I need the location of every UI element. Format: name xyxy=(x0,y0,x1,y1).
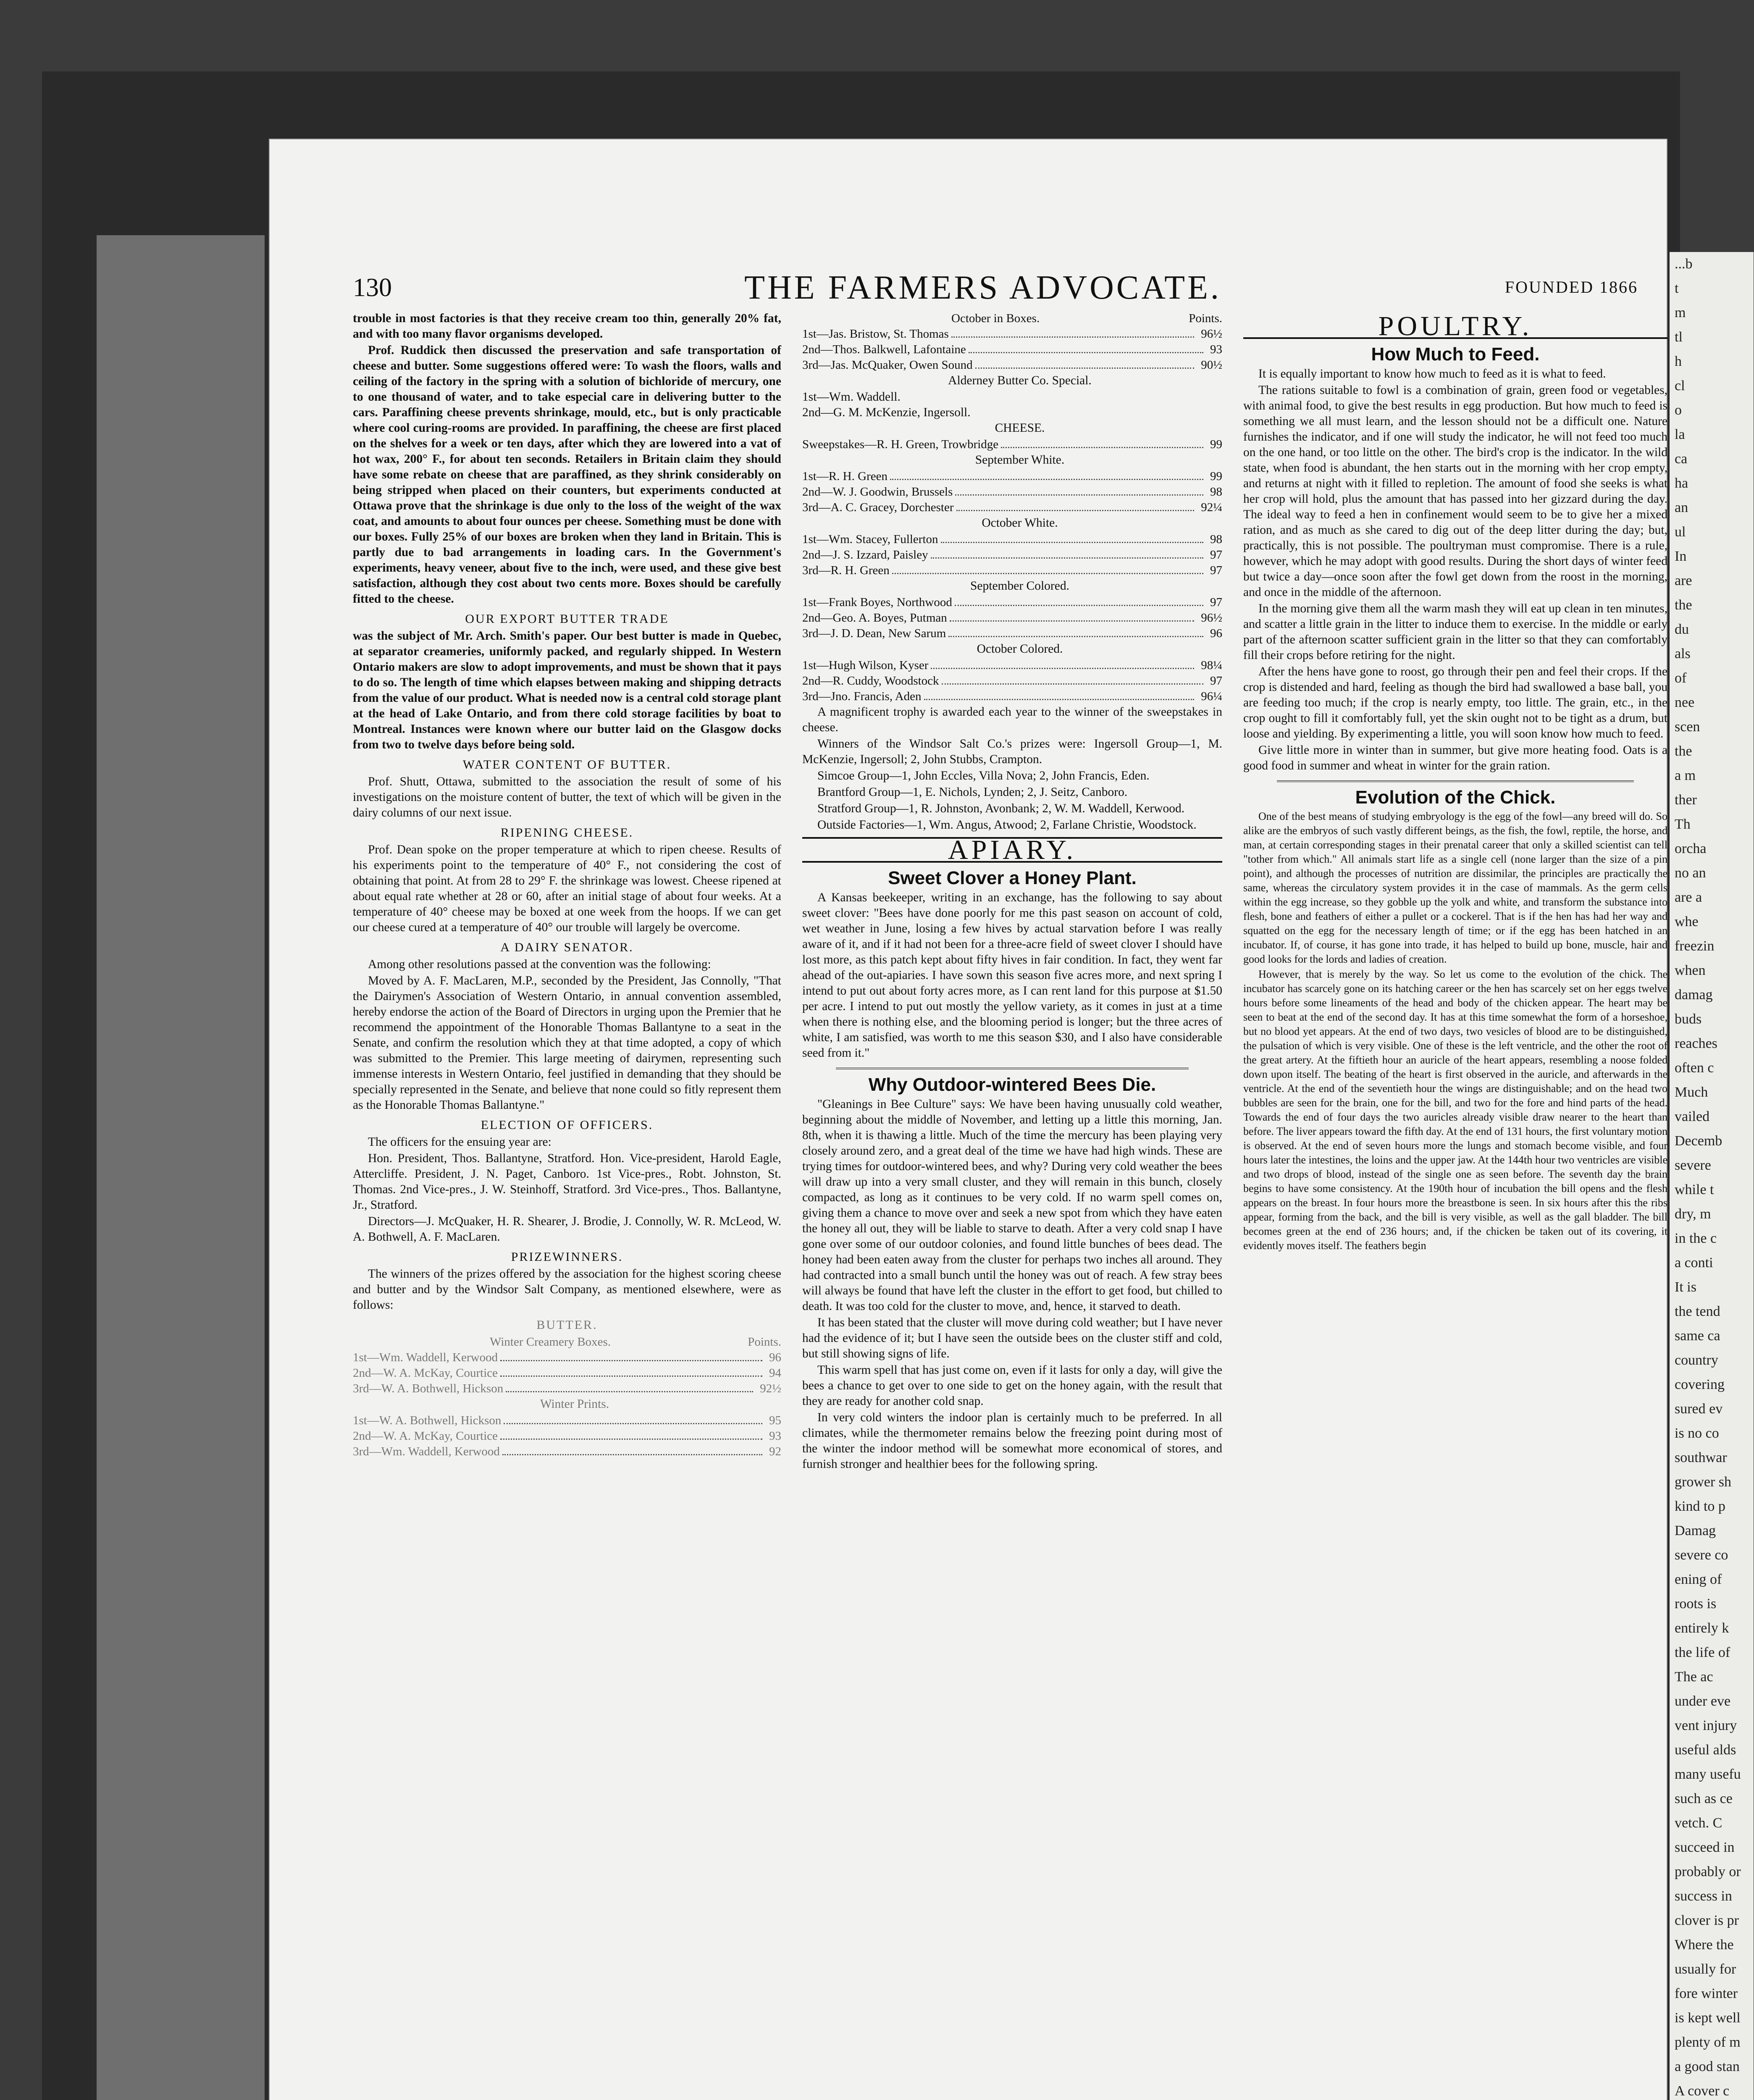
fragment-line: damag xyxy=(1675,987,1713,1003)
prize-points: 96½ xyxy=(1201,611,1222,625)
leader-dots xyxy=(931,547,1203,559)
fragment-line: cl xyxy=(1675,378,1685,394)
prize-winner: 2nd—W. A. McKay, Courtice xyxy=(353,1429,498,1443)
sweepstakes-row xyxy=(802,437,1222,452)
ruddick-paragraph: Prof. Ruddick then discussed the preservation and safe transportation of cheese and butter. Some suggestions offered were: To wash the floors, walls and ceiling of the factory in the spring with a solution of bichloride of mercury, one to one thousand of water, and to take especial care in delivering butter to the cars. Paraffining cheese prevents shrinkage, mould, etc., but is only practicable where cool curing-rooms are provided. In paraffining, the cheese are first placed on the shelves for a week or ten days, after which they are lowered into a vat of hot wax, 200° F., for about ten seconds. Retailers in Britain claim they should have some rebate on cheese that are paraffined, as they shrink considerably on being stripped when placed on their counters, but experiments conducted at Ottawa prove that the shrinkage is due only to the loss of the weight of the wax coat, and amounts to about four ounces per cheese. Something must be done with our boxes. Fully 25% of our boxes are broken when they land in Britain. This is partly due to bad arrangements in loading cars. In the Government's experiments, heavy veneer, about five to the inch, were used, and these give best satisfaction, although they cost about two cents more. Boxes should be carefully fitted to the cheese. xyxy=(353,344,781,606)
ripening-heading: RIPENING CHEESE. xyxy=(500,826,634,840)
election-directors: Directors—J. McQuaker, H. R. Shearer, J. Brodie, J. Connolly, W. R. McLeod, W. A. Bothwell, A. F. MacLaren. xyxy=(353,1215,781,1244)
poultry-section-title: POULTRY. xyxy=(1243,315,1667,339)
prize-points: 92½ xyxy=(760,1382,781,1395)
prize-winner: 1st—Jas. Bristow, St. Thomas xyxy=(802,327,949,341)
founded-line: FOUNDED 1866 xyxy=(1505,278,1638,297)
prize-row xyxy=(353,1428,781,1444)
prize-row xyxy=(353,1381,781,1396)
prize-winner: 3rd—R. H. Green xyxy=(802,564,890,577)
fragment-line: are a xyxy=(1675,890,1702,905)
column-poultry xyxy=(1243,311,1667,1254)
fragment-line: a good stan xyxy=(1675,2059,1740,2074)
fragment-line: while t xyxy=(1675,1182,1714,1197)
list-item: 1st—Wm. Waddell. xyxy=(802,390,901,404)
page-header xyxy=(353,265,1638,311)
fragment-line: ther xyxy=(1675,792,1697,808)
prize-row xyxy=(802,469,1222,484)
fragment-line: vent injury xyxy=(1675,1718,1737,1733)
water-content-paragraph: Prof. Shutt, Ottawa, submitted to the association the result of some of his investigations on the moisture content of butter, the text of which will be given in the dairy columns of our next issue. xyxy=(353,775,781,819)
apiary-section-title: APIARY. xyxy=(802,837,1222,863)
prize-winner: 3rd—W. A. Bothwell, Hickson xyxy=(353,1382,504,1395)
binding-gutter xyxy=(97,235,265,2100)
sept-white-list xyxy=(802,469,1222,515)
fragment-line: freezin xyxy=(1675,938,1715,954)
feed-paragraph-1: It is equally important to know how much to feed as it is what to feed. xyxy=(1258,367,1606,381)
fragment-line: often c xyxy=(1675,1060,1714,1076)
alderney-list xyxy=(802,389,1222,420)
fragment-line: Decemb xyxy=(1675,1133,1722,1149)
sweepstakes-name: Sweepstakes—R. H. Green, Trowbridge xyxy=(802,438,999,451)
prize-row xyxy=(353,1350,781,1365)
fragment-line: southwar xyxy=(1675,1450,1727,1465)
leader-dots xyxy=(951,326,1194,338)
prize-points: 99 xyxy=(1210,470,1222,483)
fragment-line: probably or xyxy=(1675,1864,1741,1880)
prize-points: 96¼ xyxy=(1201,690,1222,703)
fragment-line: It is xyxy=(1675,1279,1696,1295)
fragment-line: severe xyxy=(1675,1158,1711,1173)
fragment-line: the tend xyxy=(1675,1304,1720,1319)
list-item: 2nd—G. M. McKenzie, Ingersoll. xyxy=(802,406,971,419)
fragment-line: sured ev xyxy=(1675,1401,1723,1417)
fragment-line: h xyxy=(1675,354,1682,369)
prize-row xyxy=(353,1365,781,1381)
prize-winner: 1st—Frank Boyes, Northwood xyxy=(802,596,952,609)
leader-dots xyxy=(506,1381,753,1392)
fragment-line: is kept well xyxy=(1675,2010,1741,2026)
feed-paragraph-5: Give little more in winter than in summer, but give more heating food. Oats is a good food in summer and wheat in winter for the grain ration. xyxy=(1243,743,1667,772)
leader-dots xyxy=(890,469,1203,480)
feed-article-title: How Much to Feed. xyxy=(1371,344,1540,365)
prize-points: 93 xyxy=(769,1429,781,1443)
fragment-line: Damag xyxy=(1675,1523,1716,1538)
prize-row xyxy=(802,595,1222,610)
sept-white-title: September White. xyxy=(975,453,1065,467)
fragment-line: Where the xyxy=(1675,1937,1734,1953)
leader-dots xyxy=(1001,437,1203,448)
fragment-line: the life of xyxy=(1675,1645,1730,1660)
leader-dots xyxy=(924,689,1195,700)
fragment-line: whe xyxy=(1675,914,1699,929)
prize-row xyxy=(802,547,1222,563)
leader-dots xyxy=(500,1350,762,1361)
fragment-line: o xyxy=(1675,402,1682,418)
prizewinners-intro: The winners of the prizes offered by the association for the highest scoring cheese and butter and by the Windsor Salt Company, as mentioned elsewhere, were as follows: xyxy=(353,1267,781,1312)
prize-points: 92¼ xyxy=(1201,501,1222,514)
election-intro: The officers for the ensuing year are: xyxy=(368,1135,551,1149)
prize-points: 98¼ xyxy=(1201,659,1222,672)
leader-dots xyxy=(948,626,1203,637)
october-boxes-header xyxy=(802,311,1222,326)
fragment-line: vailed xyxy=(1675,1109,1710,1124)
simcoe-paragraph: Simcoe Group—1, John Eccles, Villa Nova; 2, John Francis, Eden. xyxy=(817,769,1150,782)
water-content-heading: WATER CONTENT OF BUTTER. xyxy=(462,758,672,772)
leader-dots xyxy=(941,532,1203,543)
fragment-line: du xyxy=(1675,622,1689,637)
feed-paragraph-3: In the morning give them all the warm mash they will eat up clean in ten minutes, and scatter a little grain in the litter to induce them to exercise. In the middle or early part of the afternoon scatter sufficient grain in the litter so that they can comfortably fill their crops before retiring for the night. xyxy=(1243,602,1667,662)
prize-winner: 1st—Wm. Stacey, Fullerton xyxy=(802,533,938,546)
prize-points: 98 xyxy=(1210,485,1222,499)
fragment-line: success in xyxy=(1675,1888,1732,1904)
article-divider xyxy=(836,1068,1189,1069)
fragment-line: country xyxy=(1675,1352,1718,1368)
fragment-line: succeed in xyxy=(1675,1840,1735,1855)
leader-dots xyxy=(969,342,1203,353)
chick-paragraph-2: However, that is merely by the way. So let us come to the evolution of the chick. The incubator has scarcely gone on its hatching career or the hen has scarcely set on her eggs twelve hours before some lineaments of the head and body of the chicken appear. The heart may be seen to beat at the end of the second day. It has at this time somewhat the form of a horseshoe, but no blood yet appears. At the end of two days, two vesicles of blood are to be distinguished, the pulsation of which is very visible. One of these is the left ventricle, and the other the root of the great artery. At the fiftieth hour an auricle of the heart appears, resembling a noose folded down upon itself. The beating of the heart is first observed in the auricle, and afterwards in the ventricle. At the end of the seventieth hour the wings are distinguishable; and on the head two bubbles are seen for the brain, one for the bill, and two for the fore and hind parts of the head. Towards the end of four days the two auricles already visible draw nearer to the heart than before. The liver appears toward the fifth day. At the end of 131 hours, the first voluntary motion is observed. At the end of seven hours more the lungs and stomach become visible, and four hours later the intestines, the loins and the upper jaw. At the 144th hour two ventricles are visible and two drops of blood, instead of the single one as seen before. The seventh day the brain begins to have some consistency. At the 190th hour of incubation the bill opens and the flesh appears on the breast. In four hours more the breastbone is seen. In six hours after this the ribs appear, forming from the back, and the bill is very visible, as well as the gall bladder. The bill becomes green at the end of 236 hours; and, if the chicken be taken out of its covering, it evidently moves itself. The feathers begin xyxy=(1243,968,1667,1252)
creamery-title: Winter Creamery Boxes. xyxy=(490,1335,611,1349)
prizewinners-heading: PRIZEWINNERS. xyxy=(511,1250,623,1264)
prize-points: 98 xyxy=(1210,533,1222,546)
fragment-line: is no co xyxy=(1675,1425,1719,1441)
election-heading: ELECTION OF OFFICERS. xyxy=(481,1118,654,1132)
leader-dots xyxy=(942,673,1203,685)
october-boxes-title: October in Boxes. xyxy=(951,312,1040,325)
prize-winner: 2nd—Geo. A. Boyes, Putman xyxy=(802,611,947,625)
prize-points: 97 xyxy=(1210,674,1222,688)
fragment-line: fore winter xyxy=(1675,1986,1738,2001)
fragment-line: tl xyxy=(1675,329,1683,345)
newspaper-page xyxy=(269,139,1667,2100)
oct-colored-list xyxy=(802,658,1222,704)
prize-points: 95 xyxy=(769,1414,781,1427)
leader-dots xyxy=(504,1413,762,1424)
fragment-line: A cover c xyxy=(1675,2083,1730,2099)
fragment-line: la xyxy=(1675,427,1685,442)
prize-row xyxy=(802,357,1222,373)
bees-text-1: "Gleanings in Bee Culture" says: We have been having unusually cold weather, beginning about the middle of November, and letting up a little this morning, Jan. 8th, when it is thawing a little. Much of the time the mercury has been playing very closely around zero, and a great deal of the time we have had high winds. These are trying times for outdoor-wintered bees, and why? During very cold weather the bees will draw up into a very small cluster, and they will remain in this bunch, closely compacted, as long as it continues to be very cold. If no warm spell comes on, giving them a chance to move over and seek a new spot from which they have eaten the honey all out, they will be liable to starve to death. After a very cold snap I have gone over some of our outdoor colonies, and found little bunches of bees dead. The honey had been eaten away from the cluster for perhaps two inches all around. They had contracted into a small bunch until the honey was out of reach. A few stray bees will always be found that have left the cluster in the effort to get food, but chilled to death. It was too cold for the cluster to move, and, hence, it starved to death. xyxy=(802,1097,1222,1313)
fragment-line: such as ce xyxy=(1675,1791,1733,1806)
ripening-paragraph: Prof. Dean spoke on the proper temperature at which to ripen cheese. Results of his experiments point to the temperature of 40° F., not considering the cost of obtaining that point. At from 28 to 29° F. the shrinkage was lowest. Cheese ripened at about equal rate whether at 28 or 60, after an initial stage of about four weeks. At a temperature of 40° cheese may be boxed at one week from the hoops. If we can get our cheese cured at a temperature of 40° our trouble will largely be overcome. xyxy=(353,843,781,934)
senator-resolution: Moved by A. F. MacLaren, M.P., seconded by the President, Jas Connolly, "That the Dairymen's Association of Western Ontario, in annual convention assembled, hereby endorse the action of the Board of Directors in urging upon the Premier that he recommend the appointment of the Honorable Thomas Ballantyne to a seat in the Senate, and confirm the resolution which they at that time adopted, a copy of which was submitted to the Premier. This large meeting of dairymen, representing such immense interests in Western Ontario, feel justified in demanding that they should be specially represented in the Senate, and believe that none could so fitly represent them as the Honorable Thomas Ballantyne." xyxy=(353,974,781,1112)
sept-colored-title: September Colored. xyxy=(970,579,1069,593)
leader-dots xyxy=(500,1428,762,1440)
outside-factories-paragraph: Outside Factories—1, Wm. Angus, Atwood; 2, Farlane Christie, Woodstock. xyxy=(817,818,1197,832)
prize-points: 97 xyxy=(1210,564,1222,577)
fragment-line: useful alds xyxy=(1675,1742,1736,1758)
fragment-line: same ca xyxy=(1675,1328,1720,1344)
points-label: Points. xyxy=(748,1335,781,1349)
prize-winner: 3rd—J. D. Dean, New Sarum xyxy=(802,627,946,640)
points-label: Points. xyxy=(1189,312,1222,325)
prize-row xyxy=(802,610,1222,626)
bees-text-3: This warm spell that has just come on, even if it lasts for only a day, will give the bees a chance to get over to one side to get on the honey again, with the result that they are ready for another cold snap. xyxy=(802,1363,1222,1408)
prize-winner: 3rd—Wm. Waddell, Kerwood xyxy=(353,1445,500,1458)
fragment-line: of xyxy=(1675,670,1687,686)
fragment-line: an xyxy=(1675,500,1688,515)
election-officers: Hon. President, Thos. Ballantyne, Stratford. Hon. Vice-president, Harold Eagle, Attercliffe. President, J. N. Paget, Canboro. 1st Vice-pres., Robt. Johnston, St. Thomas. 2nd Vice-pres., J. W. Steinhoff, Stratford. 3rd Vice-pres., Thos. Ballantyne, Jr., Stratford. xyxy=(353,1152,781,1212)
fragment-line: roots is xyxy=(1675,1596,1717,1612)
creamery-list xyxy=(353,1350,781,1396)
chick-paragraph-1: One of the best means of studying embryology is the egg of the fowl—any breed will do. So alike are the embryos of such vastly different beings, as the fish, the fowl, reptile, the horse, and man, at certain corresponding stages in their prenatal career that only a skilled scientist can tell "tother from which." All animals start life as a single cell (none larger than the size of a pin point), and although the processes of nutrition are dissimilar, the principles are practically the same, whereas the circulatory system provides it in the case of mammals. As the germ cells within the egg increase, so they gobble up the yolk and white, and transform the substance into flesh, bone and feathers of either a pullet or a cockerel. That is if the hen has had her way and squatted on the egg for the necessary length of time; or if the egg has been hatched in an incubator. If, of course, it has gone into trade, it has helped to build up bone, muscle, hair and good looks for the lords and ladies of creation. xyxy=(1243,810,1667,965)
prize-row xyxy=(353,1444,781,1460)
october-boxes-list xyxy=(802,326,1222,373)
leader-dots xyxy=(500,1365,762,1377)
prize-row xyxy=(802,500,1222,515)
fragment-line: reaches xyxy=(1675,1036,1717,1051)
adjacent-page-fragment xyxy=(1670,252,1754,2100)
prize-points: 90½ xyxy=(1201,358,1222,372)
fragment-line: the xyxy=(1675,743,1692,759)
stratford-paragraph: Stratford Group—1, R. Johnston, Avonbank; 2, W. M. Waddell, Kerwood. xyxy=(817,802,1185,815)
fragment-line: In xyxy=(1675,549,1687,564)
fragment-line: The ac xyxy=(1675,1669,1713,1685)
fragment-line: kind to p xyxy=(1675,1499,1725,1514)
leader-dots xyxy=(931,658,1194,669)
fragment-line: under eve xyxy=(1675,1693,1731,1709)
fragment-line: m xyxy=(1675,305,1686,320)
prize-winner: 2nd—W. A. McKay, Courtice xyxy=(353,1366,498,1380)
fragment-line: many usefu xyxy=(1675,1767,1741,1782)
butter-heading: BUTTER. xyxy=(536,1318,598,1332)
leader-dots xyxy=(955,484,1203,496)
export-butter-paragraph: was the subject of Mr. Arch. Smith's paper. Our best butter is made in Quebec, at separator creameries, uniformly packed, and regularly shipped. In Western Ontario makers are slow to adopt improvements, and must be shown that it pays to do so. The length of time which elapses between making and shipping detracts from the value of our product. What is needed now is a central cold storage plant at the head of Lake Ontario, and from there cold storage facilities by boat to Montreal. Instances were known where our butter laid on the Glasgow docks from two to twelve days before being sold. xyxy=(353,629,781,751)
prize-row xyxy=(802,658,1222,673)
fragment-line: Th xyxy=(1675,816,1691,832)
prize-row xyxy=(802,673,1222,689)
fragment-line: nee xyxy=(1675,695,1695,710)
fragment-line: orcha xyxy=(1675,841,1707,856)
cheese-heading: CHEESE. xyxy=(995,421,1045,435)
prize-winner: 2nd—Thos. Balkwell, Lafontaine xyxy=(802,343,966,356)
prize-points: 93 xyxy=(1210,343,1222,356)
fragment-line: in the c xyxy=(1675,1231,1717,1246)
fragment-line: clover is pr xyxy=(1675,1913,1739,1928)
prize-row xyxy=(802,626,1222,641)
fragment-line: scen xyxy=(1675,719,1700,735)
fragment-line: ha xyxy=(1675,475,1688,491)
fragment-line: usually for xyxy=(1675,1961,1736,1977)
column-dairy xyxy=(353,311,781,1460)
fragment-line: a m xyxy=(1675,768,1696,783)
sweepstakes-points: 99 xyxy=(1210,438,1222,451)
creamery-table-header xyxy=(353,1334,781,1350)
bees-article-title: Why Outdoor-wintered Bees Die. xyxy=(868,1074,1156,1095)
oct-white-title: October White. xyxy=(982,516,1058,530)
prize-winner: 2nd—W. J. Goodwin, Brussels xyxy=(802,485,953,499)
leader-dots xyxy=(956,500,1195,511)
prize-row xyxy=(802,689,1222,704)
prize-winner: 2nd—R. Cuddy, Woodstock xyxy=(802,674,939,688)
feed-paragraph-2: The rations suitable to fowl is a combination of grain, green food or vegetables, with animal food, to give the best results in egg production. But how much to feed is something we all must learn, and the lesson should not be a difficult one. Nature furnishes the indicator, and if one will study the indicator, he will not feed too much on the one hand, or too little on the other. The bird's crop is the indicator. In the wild state, when food is abundant, the hen starts out in the morning with her crop empty, and returns at night with it filled to repletion. The amount of food she seeks is what her crop will hold, plus the amount that has passed into her gizzard during the day. The ideal way to feed a hen in confinement would seem to be to give her a mixed ration, and as much as she cared to dig out of the deep litter during the day; but, practically, this is not possible. The poultryman must compromise. There is a rule, however, which he may adopt with good results. During the short days of winter feed but twice a day—once soon after the fowl get down from the roost in the morning, and once in the middle of the afternoon. xyxy=(1243,383,1667,599)
prize-winner: 1st—Hugh Wilson, Kyser xyxy=(802,659,929,672)
bees-text-2: It has been stated that the cluster will move during cold weather; but I have never had the evidence of it; but I have seen the outside bees on the cluster stiff and cold, but still showing signs of life. xyxy=(802,1316,1222,1360)
fragment-line: ening of xyxy=(1675,1572,1722,1587)
fragment-line: buds xyxy=(1675,1011,1702,1027)
fragment-line: ...b xyxy=(1675,256,1693,272)
chick-article-title: Evolution of the Chick. xyxy=(1355,787,1556,808)
prize-row xyxy=(802,326,1222,342)
fragment-line: plenty of m xyxy=(1675,2034,1741,2050)
prize-winner: 3rd—A. C. Gracey, Dorchester xyxy=(802,501,954,514)
trophy-paragraph: A magnificent trophy is awarded each year to the winner of the sweepstakes in cheese. xyxy=(802,705,1222,734)
prize-points: 96½ xyxy=(1201,327,1222,341)
windsor-paragraph: Winners of the Windsor Salt Co.'s prizes were: Ingersoll Group—1, M. McKenzie, Ingersoll; 2, John Stubbs, Crampton. xyxy=(802,737,1222,766)
brantford-paragraph: Brantford Group—1, E. Nichols, Lynden; 2, J. Seitz, Canboro. xyxy=(817,785,1128,799)
prize-points: 97 xyxy=(1210,548,1222,562)
fragment-line: no an xyxy=(1675,865,1706,881)
fragment-line: ul xyxy=(1675,524,1686,540)
prize-row xyxy=(802,342,1222,357)
fragment-line: entirely k xyxy=(1675,1620,1729,1636)
prize-winner: 3rd—Jno. Francis, Aden xyxy=(802,690,922,703)
prints-list xyxy=(353,1413,781,1460)
fragment-line: Much xyxy=(1675,1084,1708,1100)
page-number: 130 xyxy=(353,273,392,302)
prints-title: Winter Prints. xyxy=(540,1397,609,1411)
prize-winner: 1st—W. A. Bothwell, Hickson xyxy=(353,1414,502,1427)
prize-points: 94 xyxy=(769,1366,781,1380)
prize-winner: 1st—R. H. Green xyxy=(802,470,888,483)
senator-heading: A DAIRY SENATOR. xyxy=(500,940,634,954)
leader-dots xyxy=(892,563,1203,574)
prize-row xyxy=(802,484,1222,500)
prize-winner: 3rd—Jas. McQuaker, Owen Sound xyxy=(802,358,973,372)
fragment-line: are xyxy=(1675,573,1692,588)
fragment-line: ca xyxy=(1675,451,1688,467)
masthead: THE FARMERS ADVOCATE. xyxy=(744,269,1221,306)
fragment-line: als xyxy=(1675,646,1691,662)
prize-winner: 2nd—J. S. Izzard, Paisley xyxy=(802,548,928,562)
prize-row xyxy=(802,563,1222,578)
oct-colored-title: October Colored. xyxy=(977,642,1063,656)
fragment-line: vetch. C xyxy=(1675,1815,1722,1831)
intro-paragraph: trouble in most factories is that they receive cream too thin, generally 20% fat, and with too many flavor organisms developed. xyxy=(353,312,781,341)
prize-row xyxy=(802,532,1222,547)
fragment-line: covering xyxy=(1675,1377,1725,1392)
prize-points: 96 xyxy=(769,1351,781,1364)
sept-colored-list xyxy=(802,595,1222,641)
senator-intro: Among other resolutions passed at the convention was the following: xyxy=(368,958,711,971)
prize-points: 97 xyxy=(1210,596,1222,609)
alderney-title: Alderney Butter Co. Special. xyxy=(948,374,1092,387)
leader-dots xyxy=(955,595,1203,606)
fragment-line: t xyxy=(1675,281,1679,296)
bees-text-4: In very cold winters the indoor plan is certainly much to be preferred. In all climates, while the thermometer remains below the freezing point during most of the winter the indoor method will be somewhat more economical of stores, and furnish stronger and healthier bees for the following spring. xyxy=(802,1411,1222,1471)
column-results-apiary xyxy=(802,311,1222,1473)
prize-row xyxy=(353,1413,781,1428)
leader-dots xyxy=(950,610,1194,622)
fragment-line: severe co xyxy=(1675,1547,1728,1563)
clover-article-text: A Kansas beekeeper, writing in an exchange, has the following to say about sweet clover: "Bees have done poorly for me this past season on account of cold, wet weather in June, losing a few hives by actual starvation before I was really aware of it, and if it had not been for a three-acre field of sweet clover I should have lost more, as this patch kept about fifty hives in fair condition. In fact, they went far ahead of the out-apiaries. I have sown this season five acres more, and next spring I intend to put out about forty acres more, as I can rent land for this purpose at $1.50 per acre. I intend to put out mostly the yellow variety, as it comes in just at a time when there is nothing else, and the blooming period is longer; but the three acres of white, I am satisfied, was worth to me this season $30, and I also have considerable seed from it." xyxy=(802,891,1222,1060)
feed-paragraph-4: After the hens have gone to roost, go through their pen and feel their crops. If the crop is distended and hard, feeling as though the bird had swallowed a base ball, you are feeding too much; if the crop is nearly empty, too little. The grain, etc., in the crop ought to fill it comfortably full, yet the skin ought not to be tight as a drum, but loose and yielding. By experimenting a little, you will soon know how much to feed. xyxy=(1243,665,1667,740)
export-butter-heading: OUR EXPORT BUTTER TRADE xyxy=(465,612,669,626)
leader-dots xyxy=(502,1444,762,1455)
clover-article-title: Sweet Clover a Honey Plant. xyxy=(888,868,1137,888)
article-divider xyxy=(1277,780,1634,782)
prize-points: 92 xyxy=(769,1445,781,1458)
fragment-line: a conti xyxy=(1675,1255,1713,1270)
fragment-line: when xyxy=(1675,963,1706,978)
fragment-line: grower sh xyxy=(1675,1474,1732,1490)
prize-winner: 1st—Wm. Waddell, Kerwood xyxy=(353,1351,498,1364)
leader-dots xyxy=(975,357,1195,369)
fragment-line: dry, m xyxy=(1675,1206,1711,1222)
oct-white-list xyxy=(802,532,1222,578)
prize-points: 96 xyxy=(1210,627,1222,640)
fragment-line: the xyxy=(1675,597,1692,613)
